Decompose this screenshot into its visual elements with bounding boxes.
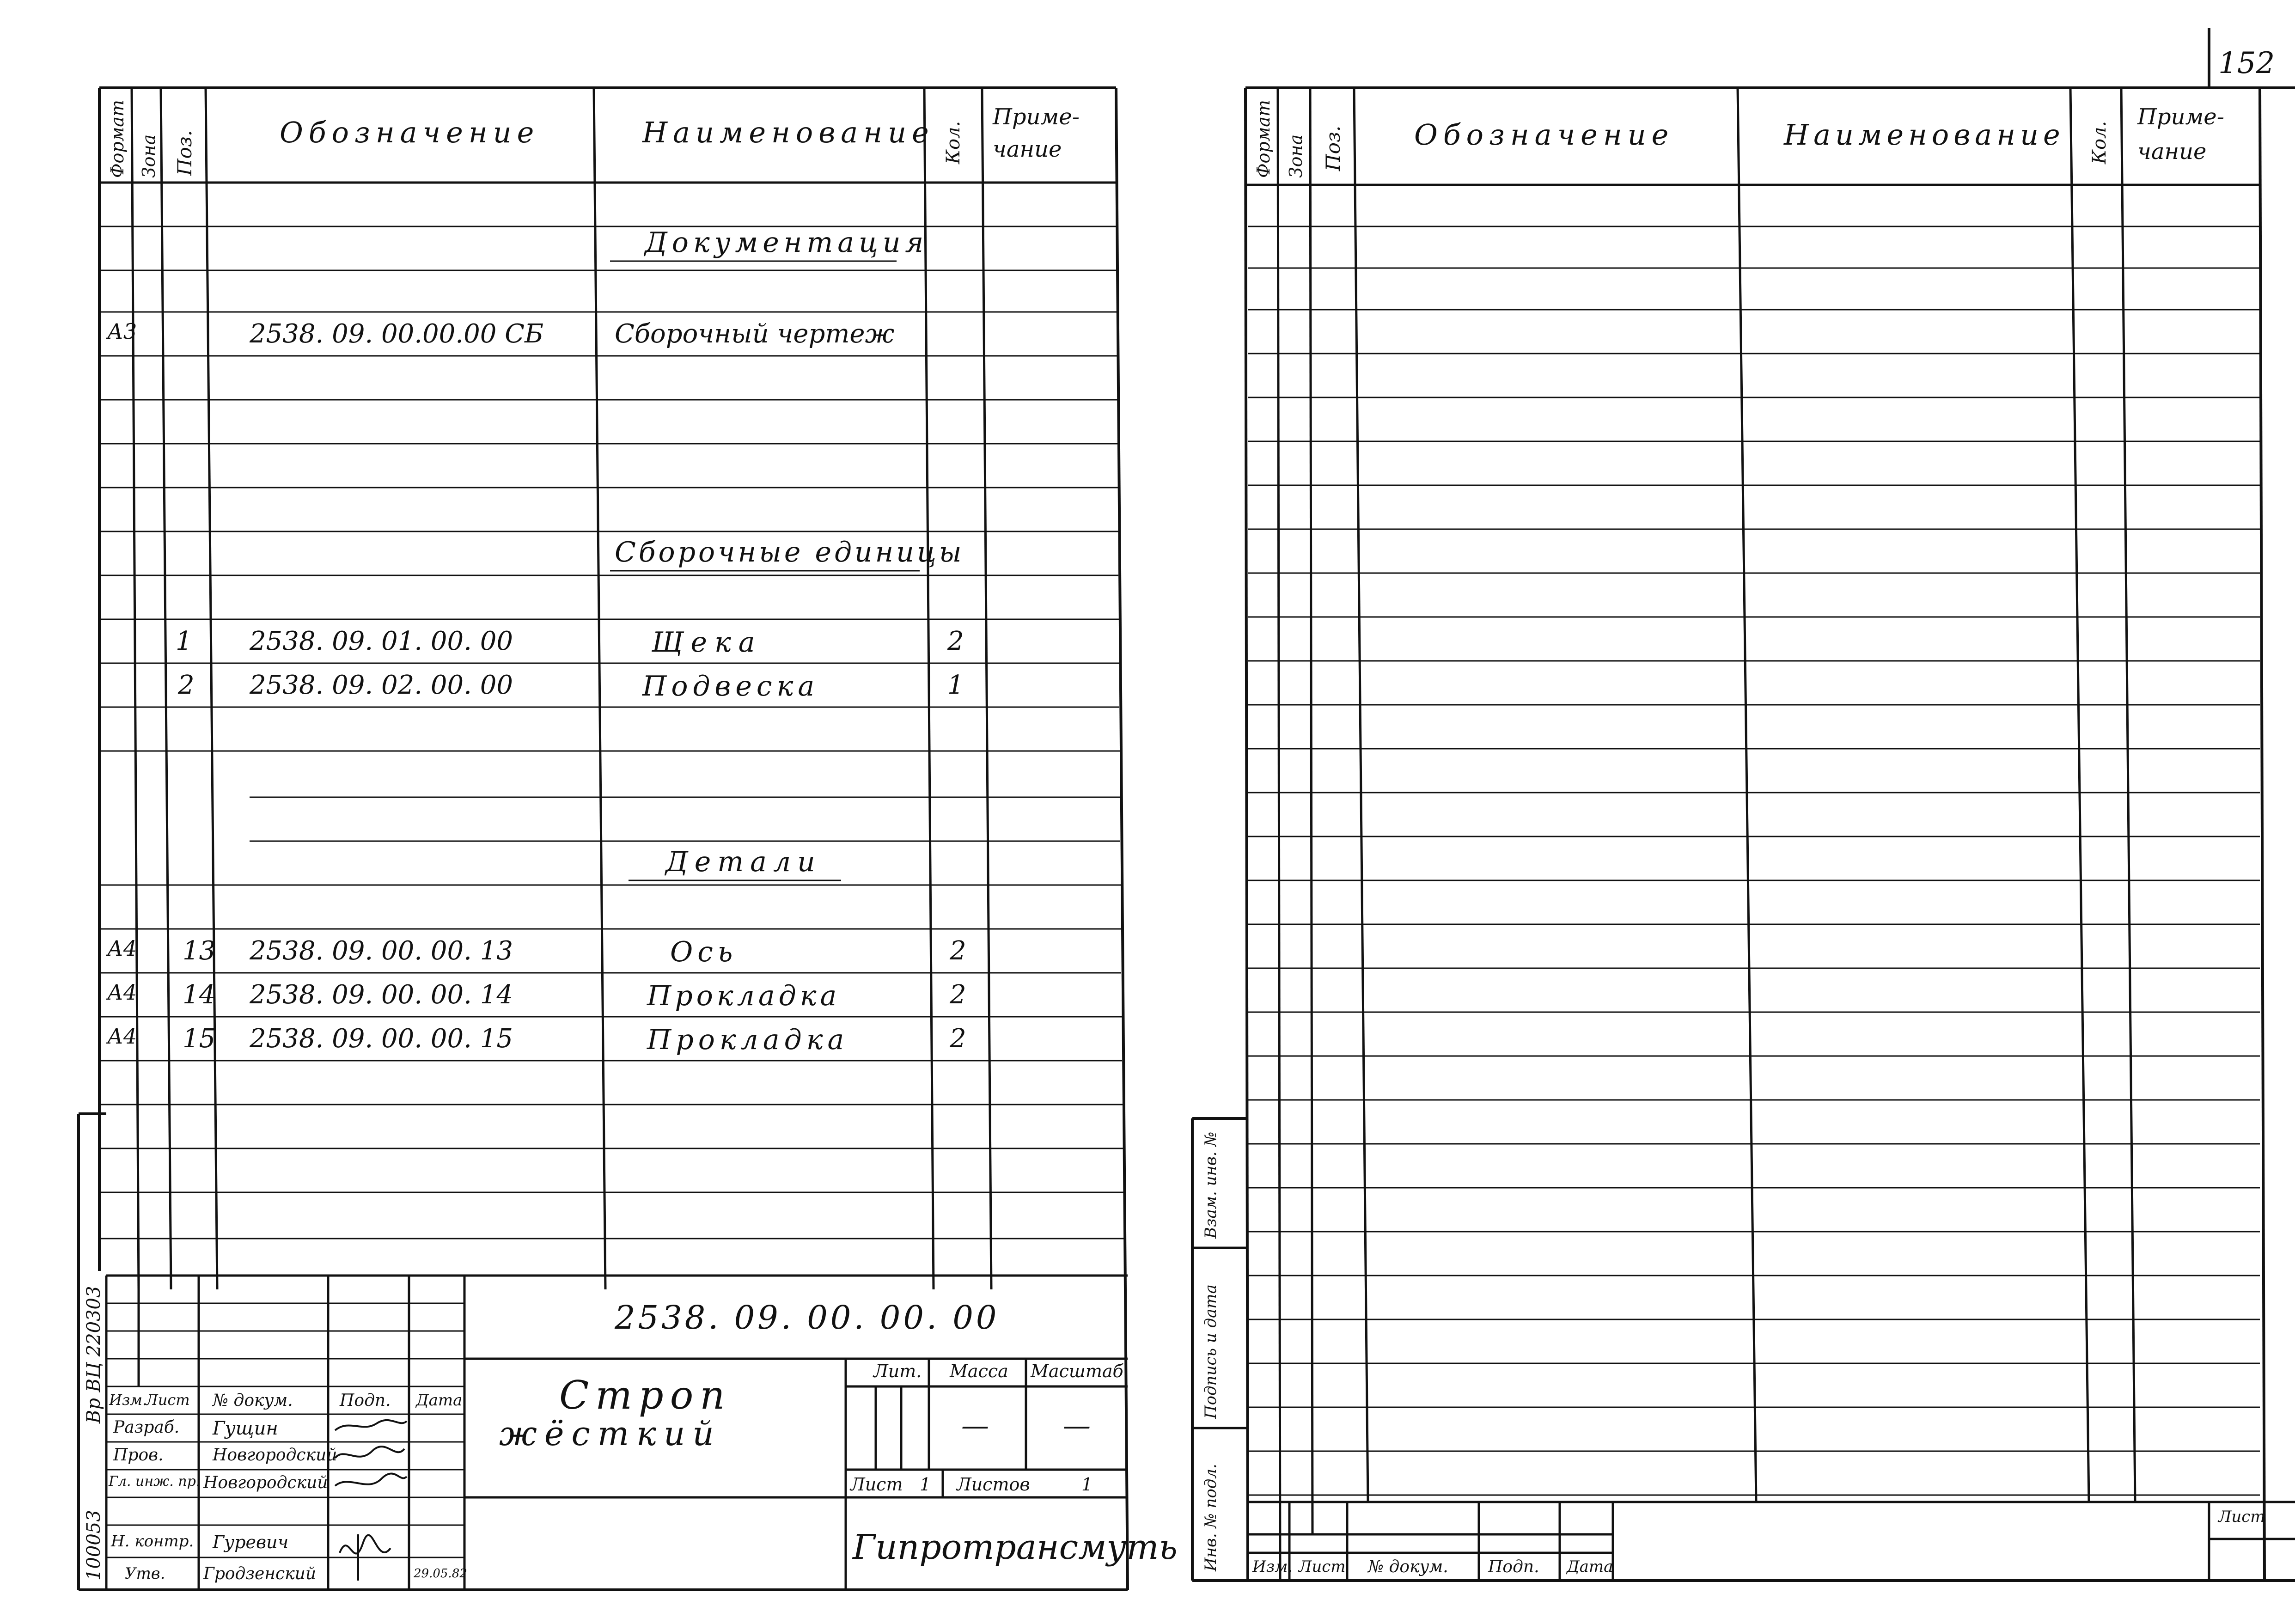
row-pos: 2 [178, 670, 195, 700]
row-qty: 1 [947, 670, 964, 700]
scale-label: Масштаб [1031, 1361, 1123, 1381]
role-name: Гущин [213, 1418, 278, 1439]
section-assemblies: Сборочные единицы [615, 536, 964, 568]
right-sheet-column-lines [1192, 88, 2260, 1581]
side-label-sign-date: Подпись и дата [1202, 1284, 1220, 1419]
col-docnum-label: № докум. [213, 1391, 293, 1410]
header-note-line1: Приме- [2137, 104, 2224, 130]
sheet-label: Лист [850, 1474, 903, 1495]
row-designation: 2538. 09. 00. 00. 14 [250, 980, 513, 1010]
right-sheet-outer-frame [1192, 28, 2295, 1581]
left-sheet-row-lines [99, 226, 1124, 1239]
header-note-line2: чание [993, 136, 1062, 162]
row-pos: 1 [176, 626, 192, 656]
header-designation: Обозначение [1414, 118, 1674, 152]
footer-docnum-label: № докум. [1368, 1557, 1448, 1576]
row-name: Прокладка [647, 1024, 849, 1056]
header-note-line2: чание [2137, 139, 2207, 165]
footer-date-label: Дата [1567, 1557, 1613, 1576]
footer-sheet-label: Лист [1299, 1557, 1346, 1576]
footer-sign-label: Подп. [1488, 1557, 1539, 1576]
sheet-value: 1 [920, 1474, 931, 1495]
row-name: Ось [670, 936, 738, 968]
row-name: Щека [652, 626, 763, 659]
header-note-line1: Приме- [993, 104, 1080, 130]
role-name: Новгородский [203, 1473, 328, 1492]
header-format: Формат [107, 100, 128, 178]
row-format: А4 [107, 1024, 137, 1049]
row-qty: 2 [950, 936, 966, 966]
sheets-value: 1 [1081, 1474, 1093, 1495]
col-date-label: Дата [416, 1391, 463, 1410]
header-name: Наименование [642, 116, 934, 149]
header-qty: Кол. [2089, 121, 2110, 164]
footer-change-label: Изм. [1252, 1557, 1293, 1576]
row-qty: 2 [950, 1024, 966, 1054]
row-name: Сборочный чертеж [615, 319, 895, 349]
header-pos: Поз. [173, 130, 196, 176]
title-line2: жёсткий [499, 1414, 721, 1453]
row-designation: 2538. 09. 00. 00. 15 [250, 1024, 513, 1054]
role-label: Гл. инж. пр. [109, 1473, 201, 1490]
role-name: Гуревич [213, 1532, 289, 1552]
header-qty: Кол. [943, 121, 964, 164]
doc-code: 2538. 09. 00. 00. 00 [615, 1299, 1000, 1337]
scale-value: — [1063, 1410, 1091, 1442]
signature-marks [330, 1414, 409, 1585]
section-details: Детали [665, 846, 822, 878]
sheets-label: Листов [957, 1474, 1030, 1495]
col-sign-label: Подп. [340, 1391, 391, 1410]
header-designation: Обозначение [280, 116, 540, 149]
role-label: Утв. [125, 1564, 165, 1583]
row-pos: 14 [183, 980, 216, 1010]
col-sheet-label: Лист [146, 1391, 190, 1409]
section-documentation: Документация [645, 226, 928, 259]
footer-sheet-box-label: Лист [2218, 1508, 2265, 1526]
row-designation: 2538. 09. 01. 00. 00 [250, 626, 513, 656]
row-name: Подвеска [642, 670, 819, 702]
role-label: Н. контр. [111, 1532, 194, 1551]
role-name: Гродзенский [203, 1564, 317, 1583]
row-qty: 2 [947, 626, 964, 656]
lit-label: Лит. [873, 1361, 922, 1381]
header-zone: Зона [1286, 134, 1306, 178]
header-zone: Зона [139, 134, 159, 178]
side-label-inv-orig: Инв. № подл. [1202, 1464, 1220, 1571]
row-designation: 2538. 09. 00. 00. 13 [250, 936, 513, 966]
row-qty: 2 [950, 980, 966, 1010]
left-section-underlines [610, 261, 920, 880]
approval-date: 29.05.82 [414, 1567, 467, 1581]
header-format: Формат [1253, 100, 1274, 178]
side-stamp-top: Вр ВЦ 220303 [83, 1286, 104, 1423]
row-designation: 2538. 09. 02. 00. 00 [250, 670, 513, 700]
row-designation: 2538. 09. 00.00.00 СБ [250, 319, 544, 349]
row-name: Прокладка [647, 980, 841, 1012]
mass-value: — [961, 1410, 989, 1442]
header-name: Наименование [1784, 118, 2065, 152]
row-format: А4 [107, 936, 137, 961]
header-pos: Поз. [1322, 125, 1344, 171]
col-change-label: Изм. [109, 1391, 147, 1409]
role-label: Пров. [113, 1446, 164, 1465]
row-pos: 13 [183, 936, 216, 966]
row-pos: 15 [183, 1024, 216, 1054]
mass-label: Масса [950, 1361, 1008, 1381]
role-name: Новгородский [213, 1446, 337, 1465]
role-label: Разраб. [113, 1418, 180, 1437]
title-line1: Строп [559, 1373, 732, 1418]
side-label-inv-dup: Взам. инв. № [1202, 1131, 1220, 1239]
row-format: А3 [107, 319, 137, 344]
organization: Гипротрансмуть [853, 1527, 1178, 1567]
page-number: 152 [2218, 46, 2275, 80]
row-format: А4 [107, 980, 137, 1005]
side-stamp-bottom: 100053 [83, 1510, 104, 1581]
